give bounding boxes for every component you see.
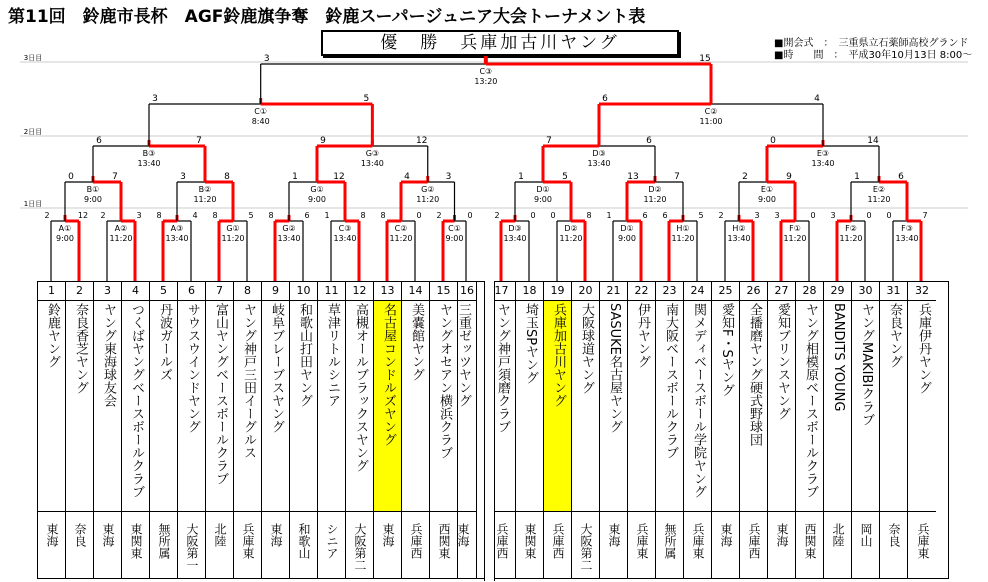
team-name: 兵庫伊丹ヤング: [916, 303, 931, 394]
team-column-3: [94, 282, 122, 578]
score-left: 8: [212, 211, 218, 220]
team-column-7: [206, 282, 234, 578]
match-label: D②: [564, 224, 578, 233]
team-number: 5: [150, 282, 177, 301]
match-time: 13:40: [165, 234, 189, 243]
team-column-18: [516, 282, 544, 578]
score-left: 3: [152, 94, 158, 104]
team-name: 岐阜ブレーブスヤング: [269, 303, 284, 433]
team-column-23: [656, 282, 684, 578]
match-label: D①: [620, 224, 634, 233]
score-right: 0: [530, 211, 536, 220]
team-name: ヤングオセアン横浜クラブ: [437, 303, 452, 459]
team-region: 北陸: [213, 523, 227, 547]
team-region: 西関東: [803, 523, 817, 559]
team-column-27: [768, 282, 796, 578]
row-divider: [66, 511, 93, 512]
score-right: 12: [333, 172, 345, 182]
team-region: 兵庫東: [635, 523, 649, 559]
team-column-4: [122, 282, 150, 578]
team-column-22: [628, 282, 656, 578]
score-right: 6: [646, 136, 652, 146]
match-label: E③: [816, 149, 830, 158]
team-region: 東海: [456, 523, 470, 547]
score-left: 1: [292, 172, 298, 182]
score-right: 8: [224, 172, 230, 182]
schedule-time-info: ■時 間 ： 平成30年10月13日 8:00～: [774, 50, 973, 61]
team-column-21: [600, 282, 628, 578]
score-left: 13: [627, 172, 639, 182]
match-time: 13:40: [503, 234, 527, 243]
team-number: 7: [206, 282, 233, 301]
match-time: 13:20: [474, 77, 498, 86]
team-name: 兵庫加古川ヤング: [544, 301, 571, 511]
team-column-32: [908, 282, 936, 578]
score-right: 6: [898, 172, 904, 182]
match-label: F②: [845, 224, 857, 233]
score-right: 0: [416, 211, 422, 220]
match-time: 11:00: [699, 117, 723, 126]
team-number: 3: [94, 282, 121, 301]
match-label: G①: [310, 185, 324, 194]
match-label: H①: [676, 224, 690, 233]
team-number: 16: [458, 282, 476, 301]
score-right: 5: [363, 94, 370, 104]
row-divider: [346, 511, 373, 512]
row-divider: [150, 511, 177, 512]
team-name: 和歌山打田ヤング: [297, 303, 312, 407]
match-label: C①: [448, 224, 461, 233]
match-time: 13:40: [137, 159, 161, 168]
team-region: 和歌山: [297, 523, 311, 559]
match-time: 11:20: [839, 234, 863, 243]
team-column-14: [402, 282, 430, 578]
score-right: 3: [754, 211, 760, 220]
match-time: 11:20: [559, 234, 583, 243]
team-column-29: [824, 282, 852, 578]
team-column-25: [712, 282, 740, 578]
match-time: 11:20: [867, 195, 891, 204]
team-name: 愛知ブリンスヤング: [775, 303, 790, 420]
team-name: 丹波ガールズ: [157, 303, 172, 381]
row-divider: [544, 511, 571, 512]
score-left: 2: [718, 211, 724, 220]
team-column-13: [374, 282, 402, 578]
team-number: 2: [66, 282, 93, 301]
score-left: 2: [44, 211, 50, 220]
match-time: 9:00: [534, 195, 552, 204]
team-name: 三重ゼッツヤング: [456, 303, 471, 407]
team-region: 岡山: [859, 523, 873, 547]
score-left: 2: [742, 172, 748, 182]
team-column-5: [150, 282, 178, 578]
row-divider: [796, 511, 823, 512]
team-region: 兵庫東: [691, 523, 705, 559]
score-right: 9: [786, 172, 792, 182]
team-column-26: [740, 282, 768, 578]
score-right: 0: [467, 211, 473, 220]
match-time: 9:00: [84, 195, 102, 204]
row-divider: [684, 511, 711, 512]
score-right: 0: [866, 211, 872, 220]
team-number: 22: [628, 282, 655, 301]
team-column-16: [458, 282, 477, 578]
team-region: 兵庫西: [551, 523, 565, 559]
day-label: 1日目: [23, 200, 43, 208]
match-label: E①: [760, 185, 774, 194]
match-time: 11:20: [416, 195, 440, 204]
match-time: 13:40: [811, 159, 835, 168]
score-right: 7: [674, 172, 680, 182]
score-left: 3: [180, 172, 186, 182]
match-label: A①: [58, 224, 72, 233]
row-divider: [290, 511, 317, 512]
team-number: 28: [796, 282, 823, 301]
team-number: 19: [544, 282, 571, 301]
team-column-8: [234, 282, 262, 578]
score-right: 7: [112, 172, 118, 182]
match-label: D③: [592, 149, 606, 158]
score-right: 14: [867, 136, 879, 146]
score-right: 8: [360, 211, 366, 220]
row-divider: [824, 511, 851, 512]
team-name: SASUKE名古屋ヤング: [607, 303, 622, 433]
team-number: 23: [656, 282, 683, 301]
team-number: 15: [430, 282, 457, 301]
team-name: 南大阪ベースボールクラブ: [663, 303, 678, 459]
champion-banner: 優 勝 兵庫加古川ヤング: [321, 30, 679, 56]
team-name: 富山ヤングベースボールクラブ: [213, 303, 228, 485]
team-number: 27: [768, 282, 795, 301]
row-divider: [38, 511, 65, 512]
score-left: 0: [770, 136, 776, 146]
team-number: 18: [516, 282, 543, 301]
team-column-1: [38, 282, 66, 578]
team-region: 東海: [719, 523, 733, 547]
team-column-31: [880, 282, 908, 578]
team-name: サウスウインドヤング: [185, 303, 200, 433]
team-region: 東海: [607, 523, 621, 547]
match-label: G①: [226, 224, 240, 233]
score-left: 7: [546, 136, 552, 146]
score-left: 1: [518, 172, 524, 182]
match-time: 11:20: [783, 234, 807, 243]
match-time: 9:00: [308, 195, 326, 204]
team-column-28: [796, 282, 824, 578]
match-time: 9:00: [445, 234, 464, 243]
match-time: 9:00: [758, 195, 776, 204]
team-region: 兵庫東: [241, 523, 255, 559]
match-label: B①: [86, 185, 100, 194]
team-column-24: [684, 282, 712, 578]
team-region: 兵庫西: [495, 523, 509, 559]
score-right: 3: [136, 211, 142, 220]
match-label: A②: [114, 224, 128, 233]
row-divider: [572, 511, 599, 512]
score-left: 3: [263, 54, 270, 64]
match-time: 11:20: [643, 195, 667, 204]
score-left: 0: [886, 211, 892, 220]
match-label: D①: [536, 185, 550, 194]
row-divider: [656, 511, 683, 512]
team-name: ヤング神戸三田イーグルス: [241, 303, 256, 459]
team-column-30: [852, 282, 880, 578]
match-time: 13:40: [277, 234, 301, 243]
row-divider: [458, 511, 476, 512]
match-label: G②: [282, 224, 296, 233]
team-region: 兵庫西: [409, 523, 423, 559]
team-region: 兵庫東: [916, 523, 930, 559]
team-name: 鈴鹿ヤング: [45, 303, 60, 368]
team-region: 東海: [45, 523, 59, 547]
score-right: 5: [562, 172, 568, 182]
row-divider: [600, 511, 627, 512]
team-name: 草津リトルシニア: [325, 303, 340, 407]
team-column-2: [66, 282, 94, 578]
match-time: 9:00: [56, 234, 74, 243]
score-right: 15: [699, 54, 711, 64]
bracket-half-separator: [484, 281, 495, 581]
team-number: 30: [852, 282, 879, 301]
team-name: ヤング神戸須磨クラブ: [495, 303, 510, 433]
match-label: C②: [704, 107, 718, 116]
match-label: A③: [170, 224, 184, 233]
row-divider: [880, 511, 907, 512]
match-label: D②: [648, 185, 662, 194]
score-left: 2: [100, 211, 106, 220]
team-number: 20: [572, 282, 599, 301]
row-divider: [318, 511, 345, 512]
score-right: 8: [586, 211, 592, 220]
team-region: 西関東: [437, 523, 451, 559]
team-region: 大阪第一: [185, 523, 199, 571]
team-number: 1: [38, 282, 65, 301]
row-divider: [374, 511, 401, 512]
team-number: 32: [908, 282, 936, 301]
score-left: 1: [854, 172, 860, 182]
team-number: 14: [402, 282, 429, 301]
team-region: 東海: [381, 523, 395, 547]
match-label: C③: [338, 224, 352, 233]
score-left: 6: [602, 94, 608, 104]
team-region: 奈良: [887, 523, 901, 547]
team-region: 東関東: [523, 523, 537, 559]
row-divider: [430, 511, 457, 512]
team-region: 東海: [101, 523, 115, 547]
row-divider: [712, 511, 739, 512]
team-number: 10: [290, 282, 317, 301]
team-column-12: [346, 282, 374, 578]
team-number: 24: [684, 282, 711, 301]
row-divider: [516, 511, 543, 512]
score-right: 7: [922, 211, 928, 220]
team-region: 大阪第二: [353, 523, 367, 571]
row-divider: [852, 511, 879, 512]
team-name: 奈良ヤング: [887, 303, 902, 368]
team-region: 北陸: [831, 523, 845, 547]
team-column-9: [262, 282, 290, 578]
match-time: 11:20: [671, 234, 695, 243]
score-right: 5: [698, 211, 704, 220]
team-region: 東海: [775, 523, 789, 547]
match-time: 11:20: [109, 234, 133, 243]
match-label: F③: [901, 224, 913, 233]
row-divider: [740, 511, 767, 512]
team-column-19: [544, 282, 572, 578]
team-name: つくばヤングベースボールクラブ: [129, 303, 144, 498]
match-label: F①: [789, 224, 801, 233]
score-left: 8: [380, 211, 386, 220]
score-right: 3: [445, 172, 452, 182]
team-name: BANDITS YOUNG: [831, 303, 846, 412]
match-label: C①: [254, 107, 268, 116]
match-time: 9:00: [618, 234, 636, 243]
score-right: 12: [416, 136, 428, 146]
score-right: 4: [192, 211, 198, 220]
score-left: 3: [830, 211, 836, 220]
team-region: 無所属: [157, 523, 171, 559]
row-divider: [402, 511, 429, 512]
team-region: 東関東: [129, 523, 143, 559]
row-divider: [628, 511, 655, 512]
match-time: 13:40: [587, 159, 611, 168]
score-left: 3: [774, 211, 780, 220]
row-divider: [178, 511, 205, 512]
team-number: 6: [178, 282, 205, 301]
team-number: 17: [488, 282, 515, 301]
match-label: E②: [872, 185, 886, 194]
score-right: 6: [642, 211, 648, 220]
team-name: 埼玉SPヤング: [523, 303, 538, 385]
team-name: 美嚢館ヤング: [409, 303, 424, 381]
team-region: 東海: [269, 523, 283, 547]
match-time: 8:40: [251, 117, 270, 126]
score-left: 8: [156, 211, 162, 220]
row-divider: [94, 511, 121, 512]
score-left: 8: [268, 211, 274, 220]
score-left: 2: [436, 211, 442, 220]
team-number: 8: [234, 282, 261, 301]
match-label: H②: [732, 224, 746, 233]
match-time: 13:40: [360, 159, 384, 168]
row-divider: [122, 511, 149, 512]
team-number: 9: [262, 282, 289, 301]
team-column-6: [178, 282, 206, 578]
score-right: 0: [810, 211, 816, 220]
match-time: 13:40: [727, 234, 751, 243]
team-region: 奈良: [73, 523, 87, 547]
score-left: 9: [320, 136, 326, 146]
score-left: 1: [606, 211, 612, 220]
match-label: G②: [421, 185, 435, 194]
team-number: 11: [318, 282, 345, 301]
team-name: 奈良香芝ヤング: [73, 303, 88, 394]
score-right: 7: [196, 136, 202, 146]
match-label: B②: [198, 185, 212, 194]
match-label: D③: [508, 224, 522, 233]
day-label: 2日目: [23, 128, 43, 136]
match-label: B③: [142, 149, 156, 158]
team-name: 大阪球道ヤング: [579, 303, 594, 394]
team-region: 大阪第二: [579, 523, 593, 571]
team-number: 13: [374, 282, 401, 301]
team-name: 関メディベースボール学院ヤング: [691, 303, 706, 498]
team-column-20: [572, 282, 600, 578]
score-left: 2: [494, 211, 500, 220]
match-time: 11:20: [389, 234, 413, 243]
score-right: 6: [304, 211, 310, 220]
team-name: 名古屋コンドルズヤング: [374, 301, 401, 511]
team-name: 高槻オールブラックスヤング: [353, 303, 368, 472]
score-right: 4: [814, 94, 820, 104]
opening-ceremony-info: ■開会式 ： 三重県立石薬師高校グランド: [774, 38, 969, 49]
team-name: ヤングMAKIBIクラブ: [859, 303, 874, 427]
row-divider: [262, 511, 289, 512]
score-right: 5: [248, 211, 254, 220]
row-divider: [768, 511, 795, 512]
team-number: 25: [712, 282, 739, 301]
team-name: ヤング東海球友会: [101, 303, 116, 407]
score-left: 6: [96, 136, 102, 146]
team-number: 21: [600, 282, 627, 301]
row-divider: [206, 511, 233, 512]
team-number: 31: [880, 282, 907, 301]
match-label: C②: [394, 224, 408, 233]
tournament-bracket: [0, 0, 988, 290]
row-divider: [908, 511, 936, 512]
score-right: 12: [77, 211, 89, 220]
match-time: 11:20: [221, 234, 245, 243]
match-time: 13:40: [333, 234, 357, 243]
team-name: 愛知F・Sヤング: [719, 303, 734, 397]
team-number: 26: [740, 282, 767, 301]
team-region: 兵庫西: [747, 523, 761, 559]
score-left: 0: [68, 172, 74, 182]
team-column-11: [318, 282, 346, 578]
match-time: 11:20: [193, 195, 217, 204]
match-time: 13:40: [895, 234, 919, 243]
team-number: 4: [122, 282, 149, 301]
team-name: 全播磨ヤング硬式野球団: [747, 303, 762, 446]
page-title: 第11回 鈴鹿市長杯 AGF鈴鹿旗争奪 鈴鹿スーパージュニア大会トーナメント表: [8, 7, 646, 27]
match-label: G③: [365, 149, 380, 158]
score-left: 6: [662, 211, 668, 220]
team-column-10: [290, 282, 318, 578]
match-label: C③: [479, 67, 493, 76]
score-left: 1: [324, 211, 330, 220]
team-name: 伊丹ヤング: [635, 303, 650, 368]
team-region: シニア: [325, 523, 339, 559]
day-label: 3日目: [23, 54, 43, 62]
team-number: 12: [346, 282, 373, 301]
row-divider: [234, 511, 261, 512]
team-name: ヤング相模原ベースボールクラブ: [803, 303, 818, 498]
team-region: 無所属: [663, 523, 677, 559]
score-left: 0: [550, 211, 556, 220]
score-left: 4: [404, 172, 410, 182]
team-number: 29: [824, 282, 851, 301]
